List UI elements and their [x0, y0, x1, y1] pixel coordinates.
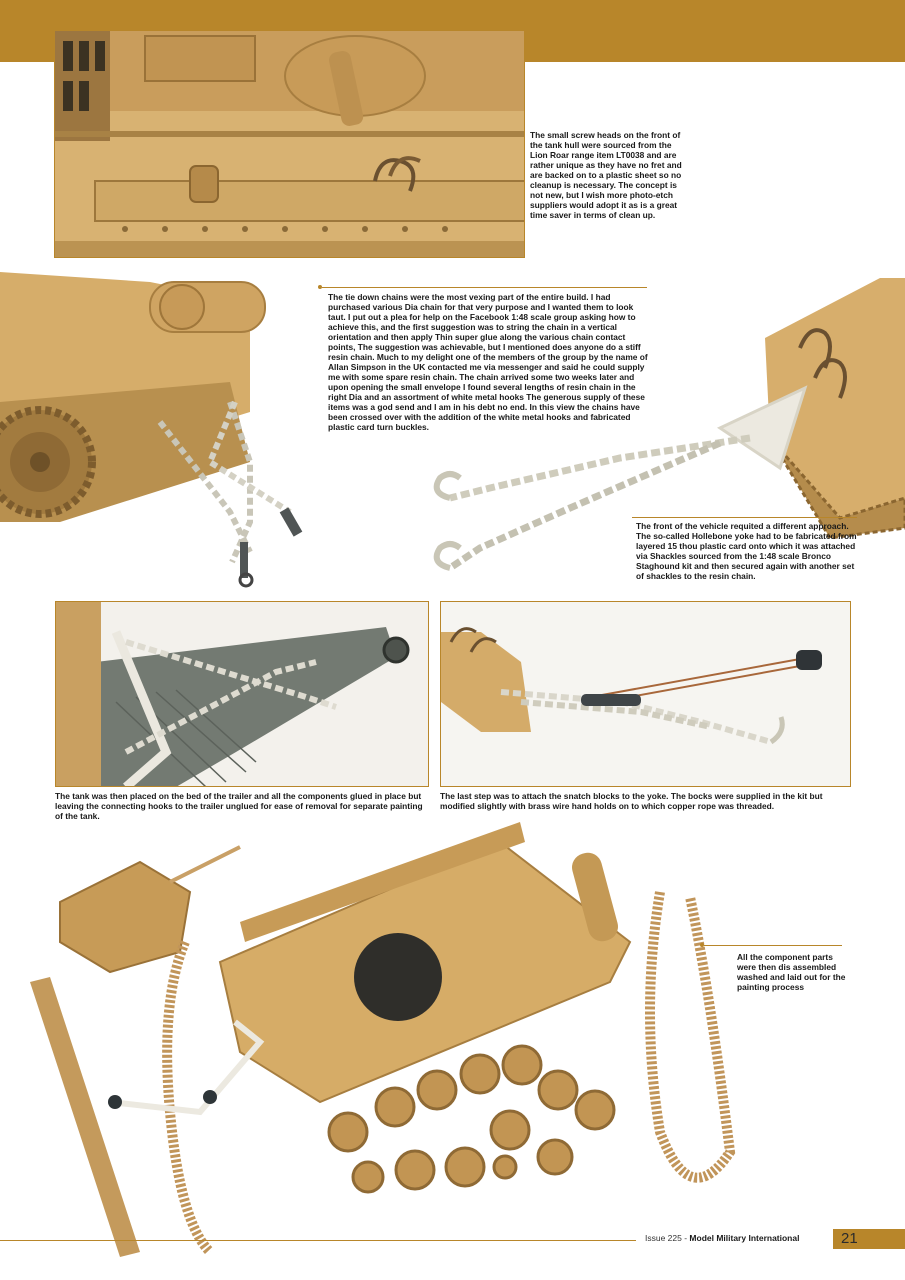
footer-issue [645, 1233, 799, 1243]
caption-tie-down-chains: The tie down chains were the most vexing part of the entire build. I had purchased various Dia chain for that very purpose and I wanted them to look taut. I put out a plea for help on the Facebook 1:48 scale group asking how to achieve this, and the first suggestion was to string the chain in a vertical orientation and then apply Thin super glue along the various chain contact points, The suggestion was achievable, but I mentioned does anyone do a stiff resin chain. Much to my delight one of the members of the group by the name of Allan Simpson in the UK contacted me via messenger and said he could supply me with some spare resin chain. The chain arrived some two weeks later and upon opening the small envelope I found several lengths of resin chain in the right Dia and an assortment of white metal hooks The generous supply of these items was a god send and I am in his debt no end. In this view the chains have been crossed over with the addition of the white metal hooks and fabricated plastic card turn buckles. [328, 292, 648, 432]
snatch-blocks-illustration [441, 602, 851, 787]
caption-snatch-blocks: The last step was to attach the snatch blocks to the yoke. The bocks were supplied in the kit but modified slightly with brass wire hand holds on to which copper rope was threaded. [440, 791, 823, 811]
component-parts-illustration [20, 822, 750, 1262]
photo-component-parts [20, 822, 750, 1262]
photo-tank-rear-chains [0, 262, 320, 592]
photo-trailer-bed [55, 601, 429, 787]
caption-components: All the component parts were then dis assembled washed and laid out for the painting process [737, 952, 846, 992]
trailer-bed-illustration [56, 602, 429, 787]
footer-issue-text: Issue 225 - [645, 1233, 690, 1243]
photo-hull-front [54, 30, 525, 258]
caption-pointer-line-3 [704, 945, 842, 946]
caption-trailer-bed: The tank was then placed on the bed of the trailer and all the components glued in place but leaving the connecting hooks to the trailer unglued for ease of removal for separate painting of the tank. [55, 791, 423, 821]
footer-magazine-name: Model Military International [689, 1233, 800, 1243]
tank-rear-illustration [0, 262, 320, 592]
photo-snatch-blocks [440, 601, 851, 787]
footer-rule [0, 1240, 636, 1241]
caption-pointer-line-2 [632, 517, 857, 518]
hull-front-illustration [55, 31, 525, 258]
caption-vehicle-front: The front of the vehicle requited a different approach. The so-called Hollebone yoke had to be fabricated from layered 15 thou plastic card onto which it was attached via Shackles sourced from the 1:48 scale Bronco Staghound kit and then secured again with another set of shackles to the resin chain. [636, 521, 857, 581]
caption-screw-heads: The small screw heads on the front of the tank hull were sourced from the Lion Roar range item LT0038 and are rather unique as they have no fret and are backed on to a plastic sheet so no cleanup is necessary. The concept is not new, but I wish more photo-etch suppliers would adopt it as is a great time saver in terms of clean up. [530, 130, 682, 220]
page-number: 21 [833, 1229, 905, 1249]
